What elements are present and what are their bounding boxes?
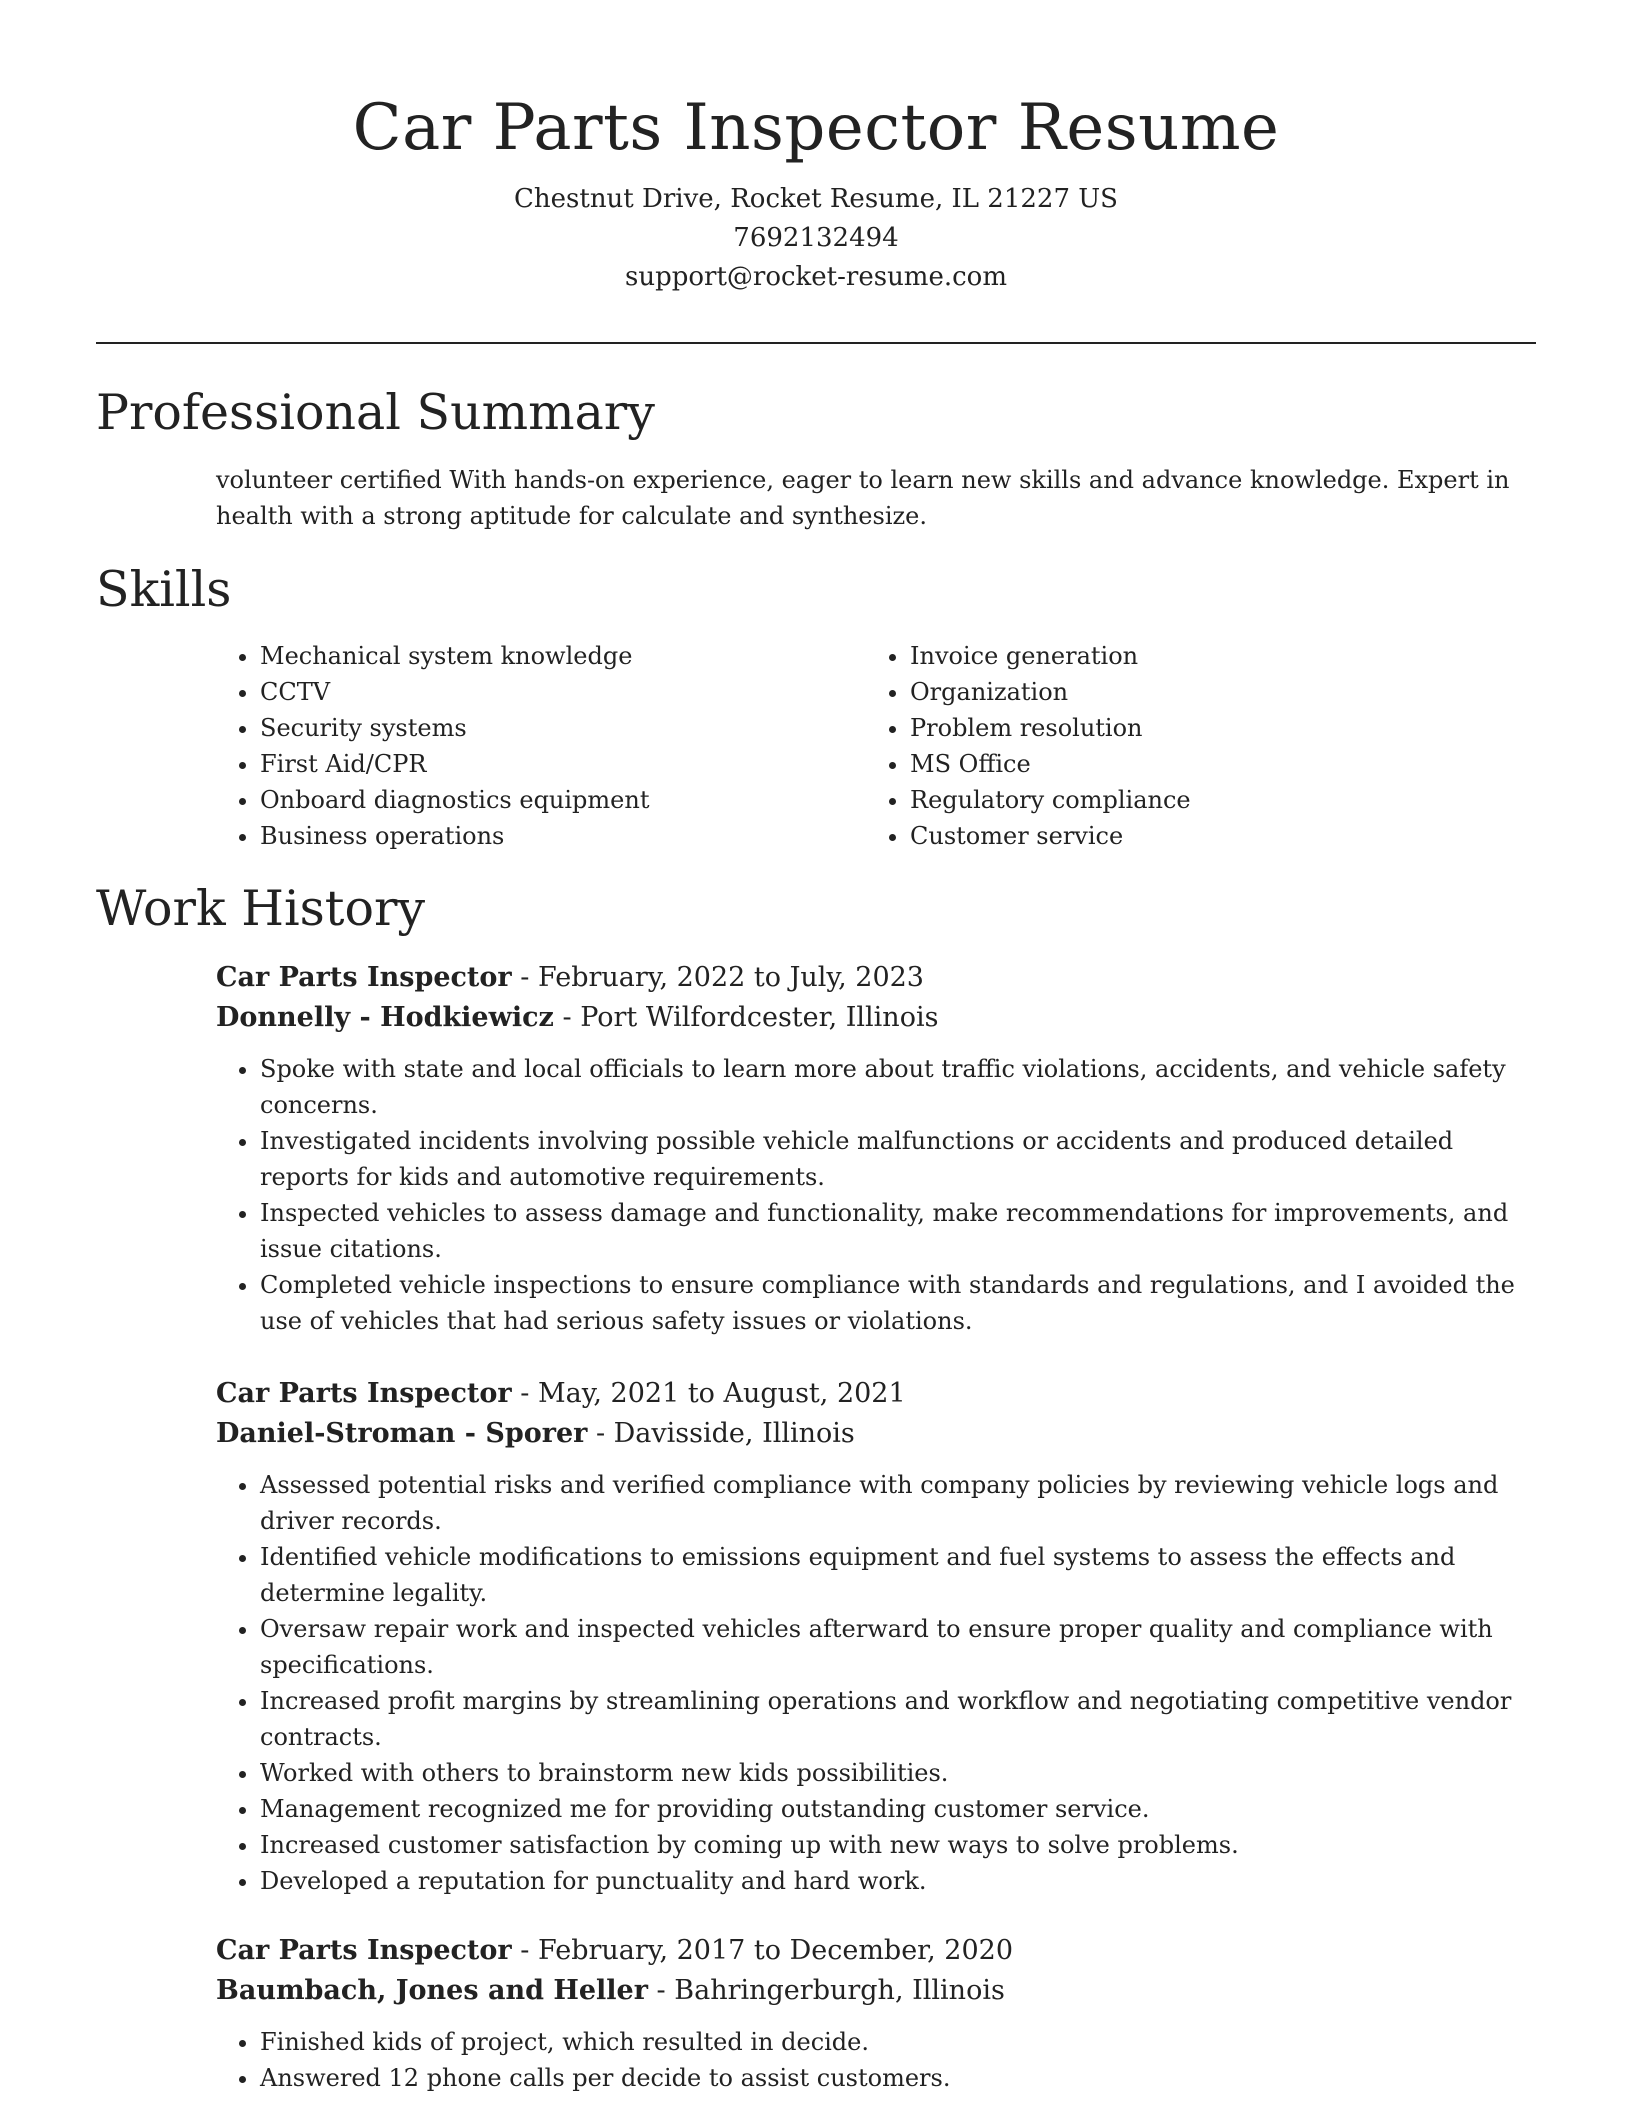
contact-phone: 7692132494 (733, 223, 899, 253)
job-entry (216, 1374, 1536, 1899)
skill-item: • First Aid/CPR (260, 746, 860, 782)
job-bullets (216, 1467, 1536, 1899)
job-separator: - (587, 1418, 614, 1449)
job-separator: - (511, 1935, 538, 1966)
job-bullet: • Increased profit margins by streamlining operations and workflow and negotiating competitive vendor contracts. (260, 1683, 1536, 1755)
job-company-line (216, 998, 1536, 1038)
job-company: Baumbach, Jones and Heller (216, 1975, 648, 2006)
skill-item: • Regulatory compliance (910, 782, 1530, 818)
skill-item: • Organization (910, 674, 1530, 710)
header-divider (96, 342, 1536, 344)
job-company: Donnelly - Hodkiewicz (216, 1002, 554, 1033)
job-bullet: • Inspected vehicles to assess damage and functionality, make recommendations for improvements, and issue citations. (260, 1195, 1536, 1267)
job-bullets (216, 1051, 1536, 1339)
skill-item: • MS Office (910, 746, 1530, 782)
job-company-line (216, 1414, 1536, 1454)
job-location: Davisside, Illinois (613, 1418, 855, 1449)
job-dates: February, 2022 to July, 2023 (537, 962, 924, 993)
job-bullet: • Oversaw repair work and inspected vehicles afterward to ensure proper quality and compliance with specifications. (260, 1611, 1536, 1683)
work-history-heading: Work History (96, 880, 426, 937)
skill-item: • Problem resolution (910, 710, 1530, 746)
job-bullet: • Investigated incidents involving possible vehicle malfunctions or accidents and produced detailed reports for kids and automotive requirements. (260, 1123, 1536, 1195)
skill-item: • Mechanical system knowledge (260, 638, 860, 674)
skill-item: • Security systems (260, 710, 860, 746)
job-title-line (216, 958, 1536, 998)
job-location: Bahringerburgh, Illinois (674, 1975, 1005, 2006)
resume-header (0, 0, 1632, 297)
job-company: Daniel-Stroman - Sporer (216, 1418, 588, 1449)
job-location: Port Wilfordcester, Illinois (580, 1002, 939, 1033)
job-entry (216, 1931, 1536, 2096)
job-role: Car Parts Inspector (216, 1378, 512, 1409)
job-company-line (216, 1971, 1536, 2011)
skills-heading: Skills (96, 561, 232, 618)
job-dates: May, 2021 to August, 2021 (537, 1378, 906, 1409)
skill-item: • Business operations (260, 818, 860, 854)
skill-item: • Onboard diagnostics equipment (260, 782, 860, 818)
job-bullet: • Worked with others to brainstorm new kids possibilities. (260, 1755, 1536, 1791)
job-bullet: • Assessed potential risks and verified compliance with company policies by reviewing vehicle logs and driver records. (260, 1467, 1536, 1539)
job-role: Car Parts Inspector (216, 962, 512, 993)
job-bullet: • Identified vehicle modifications to emissions equipment and fuel systems to assess the effects and determine legality. (260, 1539, 1536, 1611)
job-separator: - (647, 1975, 675, 2006)
job-separator: - (511, 962, 538, 993)
job-entry (216, 958, 1536, 1339)
skills-list-left (216, 638, 860, 854)
job-dates: February, 2017 to December, 2020 (537, 1935, 1013, 1966)
skill-item: • Customer service (910, 818, 1530, 854)
skill-item: • CCTV (260, 674, 860, 710)
job-title-line (216, 1374, 1536, 1414)
contact-email: support@rocket-resume.com (624, 262, 1007, 292)
job-bullet: • Completed vehicle inspections to ensure compliance with standards and regulations, and I avoided the use of vehicles that had serious safety issues or violations. (260, 1267, 1536, 1339)
job-separator: - (553, 1002, 581, 1033)
job-bullet: • Developed a reputation for punctuality and hard work. (260, 1863, 1536, 1899)
skills-list-right (866, 638, 1530, 854)
skill-item: • Invoice generation (910, 638, 1530, 674)
job-bullet: • Answered 12 phone calls per decide to assist customers. (260, 2060, 1536, 2096)
resume-title: Car Parts Inspector Resume (352, 91, 1280, 165)
contact-info (0, 180, 1632, 297)
job-title-line (216, 1931, 1536, 1971)
job-bullets (216, 2024, 1536, 2096)
job-bullet: • Finished kids of project, which resulted in decide. (260, 2024, 1536, 2060)
job-role: Car Parts Inspector (216, 1935, 512, 1966)
job-bullet: • Increased customer satisfaction by coming up with new ways to solve problems. (260, 1827, 1536, 1863)
job-separator: - (511, 1378, 538, 1409)
job-bullet: • Spoke with state and local officials to learn more about traffic violations, accidents, and vehicle safety concerns. (260, 1051, 1536, 1123)
summary-heading: Professional Summary (96, 384, 655, 441)
job-bullet: • Management recognized me for providing outstanding customer service. (260, 1791, 1536, 1827)
contact-address: Chestnut Drive, Rocket Resume, IL 21227 US (514, 184, 1118, 214)
summary-text: volunteer certified With hands-on experience, eager to learn new skills and advance knowledge. Expert in health with a strong aptitude for calculate and synthesize. (216, 466, 1510, 530)
